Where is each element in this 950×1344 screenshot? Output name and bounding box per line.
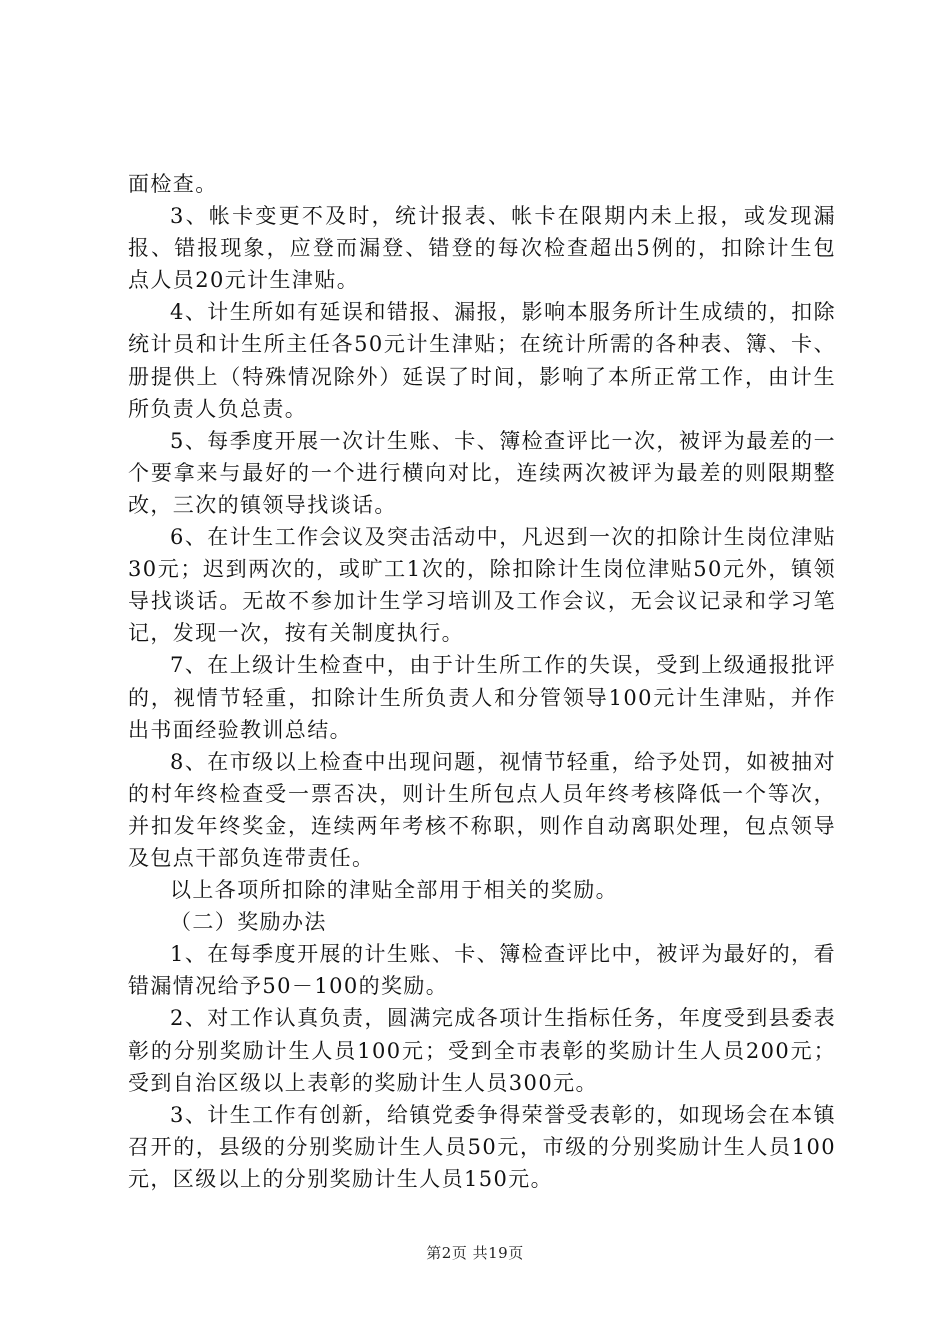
paragraph-item-6: 6、在计生工作会议及突击活动中，凡迟到一次的扣除计生岗位津贴30元；迟到两次的，或旷工1次的，除扣除计生岗位津贴50元外，镇领导找谈话。无故不参加计生学习培训及工作会议，无会议记录和学习笔记，发现一次，按有关制度执行。	[128, 525, 836, 646]
paragraph-item-7: 7、在上级计生检查中，由于计生所工作的失误，受到上级通报批评的，视情节轻重，扣除计生所负责人和分管领导100元计生津贴，并作出书面经验教训总结。	[128, 653, 836, 742]
paragraph-item-4: 4、计生所如有延误和错报、漏报，影响本服务所计生成绩的，扣除统计员和计生所主任各50元计生津贴；在统计所需的各种表、簿、卡、册提供上（特殊情况除外）延误了时间，影响了本所正常工作，由计生所负责人负总责。	[128, 300, 836, 421]
page-number-footer: 第2页 共19页	[426, 1244, 524, 1262]
document-body	[128, 168, 836, 1195]
paragraph-item-8: 8、在市级以上检查中出现问题，视情节轻重，给予处罚，如被抽对的村年终检查受一票否决，则计生所包点人员年终考核降低一个等次，并扣发年终奖金，连续两年考核不称职，则作自动离职处理，包点领导及包点干部负连带责任。	[128, 749, 836, 870]
section-heading-rewards: （二）奖励办法	[170, 910, 327, 935]
paragraph-item-3: 3、帐卡变更不及时，统计报表、帐卡在限期内未上报，或发现漏报、错报现象，应登而漏登、错登的每次检查超出5例的，扣除计生包点人员20元计生津贴。	[128, 204, 836, 293]
paragraph-continuation: 面检查。	[128, 172, 218, 196]
paragraph-summary: 以上各项所扣除的津贴全部用于相关的奖励。	[170, 878, 618, 903]
paragraph-reward-2: 2、对工作认真负责，圆满完成各项计生指标任务，年度受到县委表彰的分别奖励计生人员100元；受到全市表彰的奖励计生人员200元；受到自治区级以上表彰的奖励计生人员300元。	[128, 1006, 836, 1095]
paragraph-reward-1: 1、在每季度开展的计生账、卡、簿检查评比中，被评为最好的，看错漏情况给予50－100的奖励。	[128, 942, 836, 999]
paragraph-reward-3: 3、计生工作有创新，给镇党委争得荣誉受表彰的，如现场会在本镇召开的，县级的分别奖励计生人员50元，市级的分别奖励计生人员100元，区级以上的分别奖励计生人员150元。	[128, 1102, 836, 1191]
paragraph-item-5: 5、每季度开展一次计生账、卡、簿检查评比一次，被评为最差的一个要拿来与最好的一个进行横向对比，连续两次被评为最差的则限期整改，三次的镇领导找谈话。	[128, 428, 836, 517]
